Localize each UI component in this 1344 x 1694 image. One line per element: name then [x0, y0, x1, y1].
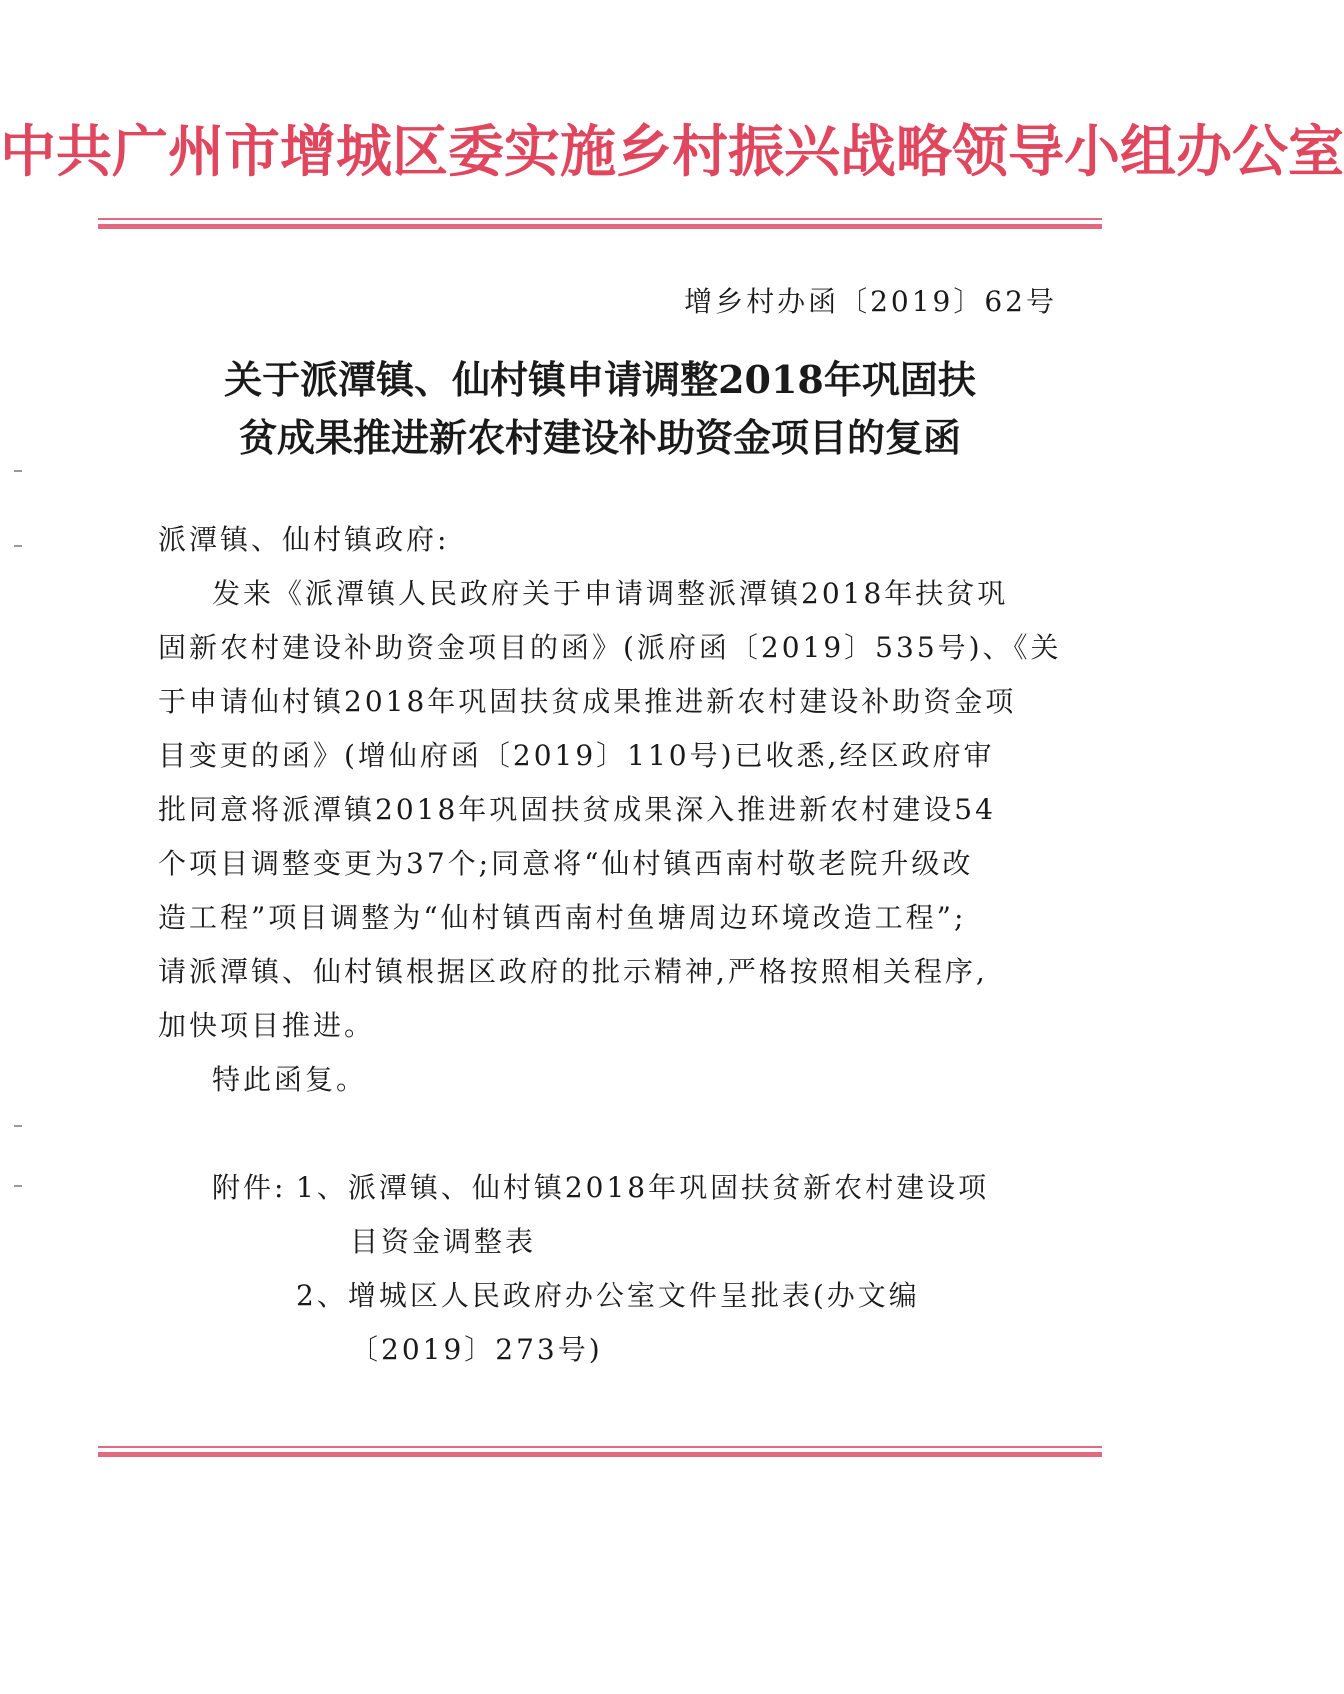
- body-line: 加快项目推进。: [158, 1009, 376, 1042]
- scan-margin-mark: [14, 1185, 22, 1187]
- header-rule-thick: [98, 224, 1102, 229]
- footer-rule-thick: [98, 1452, 1102, 1457]
- attachment-item-2: 2、增城区人民政府办公室文件呈批表(办文编: [296, 1279, 920, 1312]
- attachments-label: 附件:: [212, 1171, 287, 1204]
- salutation: 派潭镇、仙村镇政府:: [158, 523, 450, 556]
- document-title-line-1: 关于派潭镇、仙村镇申请调整2018年巩固扶: [224, 357, 976, 402]
- closing-remark: 特此函复。: [212, 1063, 368, 1096]
- document-title-line-2: 贫成果推进新农村建设补助资金项目的复函: [238, 415, 961, 460]
- scan-margin-mark: [14, 470, 22, 472]
- scan-margin-mark: [14, 1125, 22, 1127]
- body-line: 造工程”项目调整为“仙村镇西南村鱼塘周边环境改造工程”;: [158, 901, 967, 934]
- body-line: 请派潭镇、仙村镇根据区政府的批示精神,严格按照相关程序,: [158, 955, 988, 988]
- attachment-item-1-continued: 目资金调整表: [350, 1225, 537, 1258]
- document-number: 增乡村办函〔2019〕62号: [684, 285, 1057, 318]
- scan-margin-mark: [14, 545, 22, 547]
- body-line: 固新农村建设补助资金项目的函》(派府函〔2019〕535号)、《关: [158, 631, 1062, 664]
- body-line: 于申请仙村镇2018年巩固扶贫成果推进新农村建设补助资金项: [158, 685, 1017, 718]
- header-rule-thin: [98, 218, 1102, 220]
- body-line: 批同意将派潭镇2018年巩固扶贫成果深入推进新农村建设54: [158, 793, 996, 826]
- attachment-item-2-continued: 〔2019〕273号): [350, 1333, 603, 1366]
- body-line: 个项目调整变更为37个;同意将“仙村镇西南村敬老院升级改: [158, 847, 974, 880]
- issuing-office-header: 中共广州市增城区委实施乡村振兴战略领导小组办公室: [0, 119, 1344, 185]
- attachment-item-1: 1、派潭镇、仙村镇2018年巩固扶贫新农村建设项: [296, 1171, 990, 1204]
- footer-rule-thin: [98, 1446, 1102, 1448]
- body-line: 发来《派潭镇人民政府关于申请调整派潭镇2018年扶贫巩: [212, 577, 1009, 610]
- body-line: 目变更的函》(增仙府函〔2019〕110号)已收悉,经区政府审: [158, 739, 995, 772]
